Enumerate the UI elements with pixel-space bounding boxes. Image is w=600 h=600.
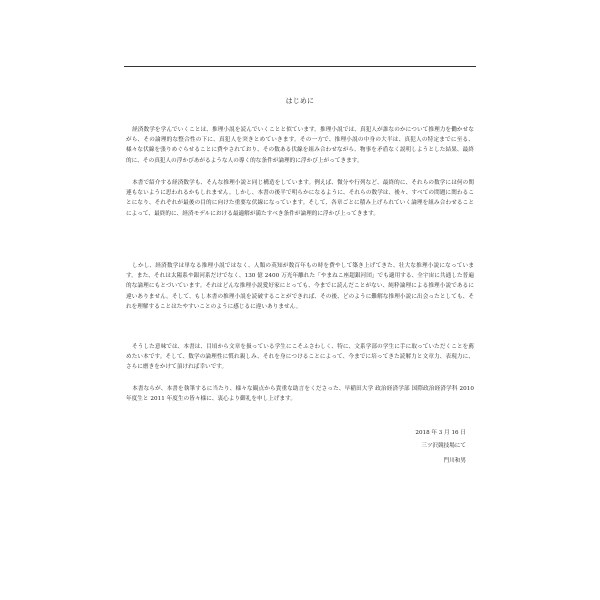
signature-block [415,427,466,468]
page-heading: はじめに [285,97,315,105]
paragraph-2-text: 本書で紹介する経済数学も、そんな推理小説と同じ構造をしています。例えば、微分や行列など、最終的に、それらの数学には何の関連もないように思われるかもしれません。しかし、本書の後半で明らかになるように、それらの数学は、後々、すべての問題に関わることになり、それぞれが最後の目的に向けた重要な伏線になっています。そして、各章ごとに積み上げられていく論理を組み合わせることによって、最終的に、経済モデルにおける最適解が満たすべき条件が論理的に浮かび上ってきます。 [126,180,474,217]
signature-date: 2018 年 3 月 16 日 [415,430,466,436]
paragraph-4-text: そうした意味では、本書は、目頃から文章を扱っている学生にこそふさわしく、特に、文系学部の学生に手に取っていただくことを薦めたい本です。そして、数学の論理性に慣れ親しみ、それを身につけることによって、今までに培ってきた読解力と文章力、表現力に、さらに磨きをかけて頂ければ幸いです。 [126,344,474,371]
paragraph-5-text: 本書ならが、本書を執筆するに当たり、様々な観点から貴重な助言をくださった、早稲田大学 政治経済学部 国際政治経済学科 2010 年度生と 2011 年度生の皆々様に、衷心より御礼を申し上げます。 [126,386,474,403]
paragraph-1-text: 経済数学を学んでいくことは、推理小説を読んでいくことと似ています。推理小説では、真犯人が誰なのかについて推理力を働かせながら、その論理的な整合性の下に、真犯人を突きとめていきます。その一方で、推理小説の中身の大半は、真犯人の特定までに至る、様々な伏線を張りめぐらせることに費やされており、その数ある伏線を組み合わせながら、物事を矛盾なく説明しようとした結果、最終的に、その真犯人の浮かびあがるような人の導く的な条件が論理的に浮かび上がってきます。 [126,127,474,164]
paragraph-3 [126,261,474,312]
top-rule [124,66,476,67]
paragraph-5 [126,384,474,404]
paragraph-3-text: しかし、経済数学は単なる推理小説ではなく、人類の英知が数百年もの時を費やして築き上げてきた、壮大な推理小説になっています。また、それは太陽系や銀河系だけでなく、130 億 2400 万光年離れた「やまねこ座超銀河団」でも適用する、全宇宙に共通した普遍的な論理にもとづいています。それはどんな推理小説愛好家にとっても、今までに読んだことがない、純粋論理による推理小説であるに違いありません。そして、もし本書の推理小説を読破することができれば、その後、どのように難解な推理小説に出会ったとしても、それを理解することはたやすいことのように感じるに違いありません。 [126,263,474,310]
signature-place: 三ツ沢競技場にて [421,442,466,449]
signature-author: 門川和男 [443,458,466,464]
paragraph-4 [126,342,474,373]
paragraph-1 [126,125,474,166]
paragraph-2 [126,178,474,219]
